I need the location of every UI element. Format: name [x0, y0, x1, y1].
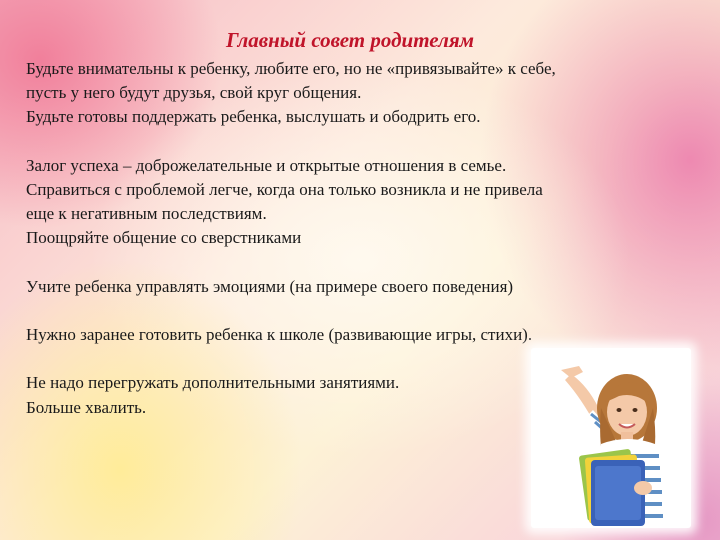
body-line: Залог успеха – доброжелательные и открытые отношения в семье.: [26, 155, 507, 175]
body-line: Поощряйте общение со сверстниками: [26, 228, 302, 248]
body-spacer: [26, 251, 686, 275]
body-line: Справиться с проблемой легче, когда она только возникла и не привела: [26, 179, 543, 199]
body-line: Больше хвалить.: [26, 397, 147, 417]
slide-title: Главный совет родителям: [225, 28, 475, 52]
body-line: Будьте внимательны к ребенку, любите его, но не «привязывайте» к себе,: [26, 59, 556, 78]
body-line: Не надо перегружать дополнительными занятиями.: [26, 373, 400, 393]
body-line: пусть у него будут друзья, свой круг общения.: [26, 83, 362, 103]
body-line: еще к негативным последствиям.: [26, 204, 267, 224]
body-spacer: [26, 130, 686, 154]
body-line: Нужно заранее готовить ребенка к школе (развивающие игры, стихи).: [26, 325, 533, 345]
body-line: Учите ребенка управлять эмоциями (на примере своего поведения): [26, 276, 514, 296]
girl-pointing-with-folders-photo: [531, 348, 691, 528]
body-spacer: [26, 299, 686, 323]
body-line: Будьте готовы поддержать ребенка, выслушать и ободрить его.: [26, 107, 481, 127]
